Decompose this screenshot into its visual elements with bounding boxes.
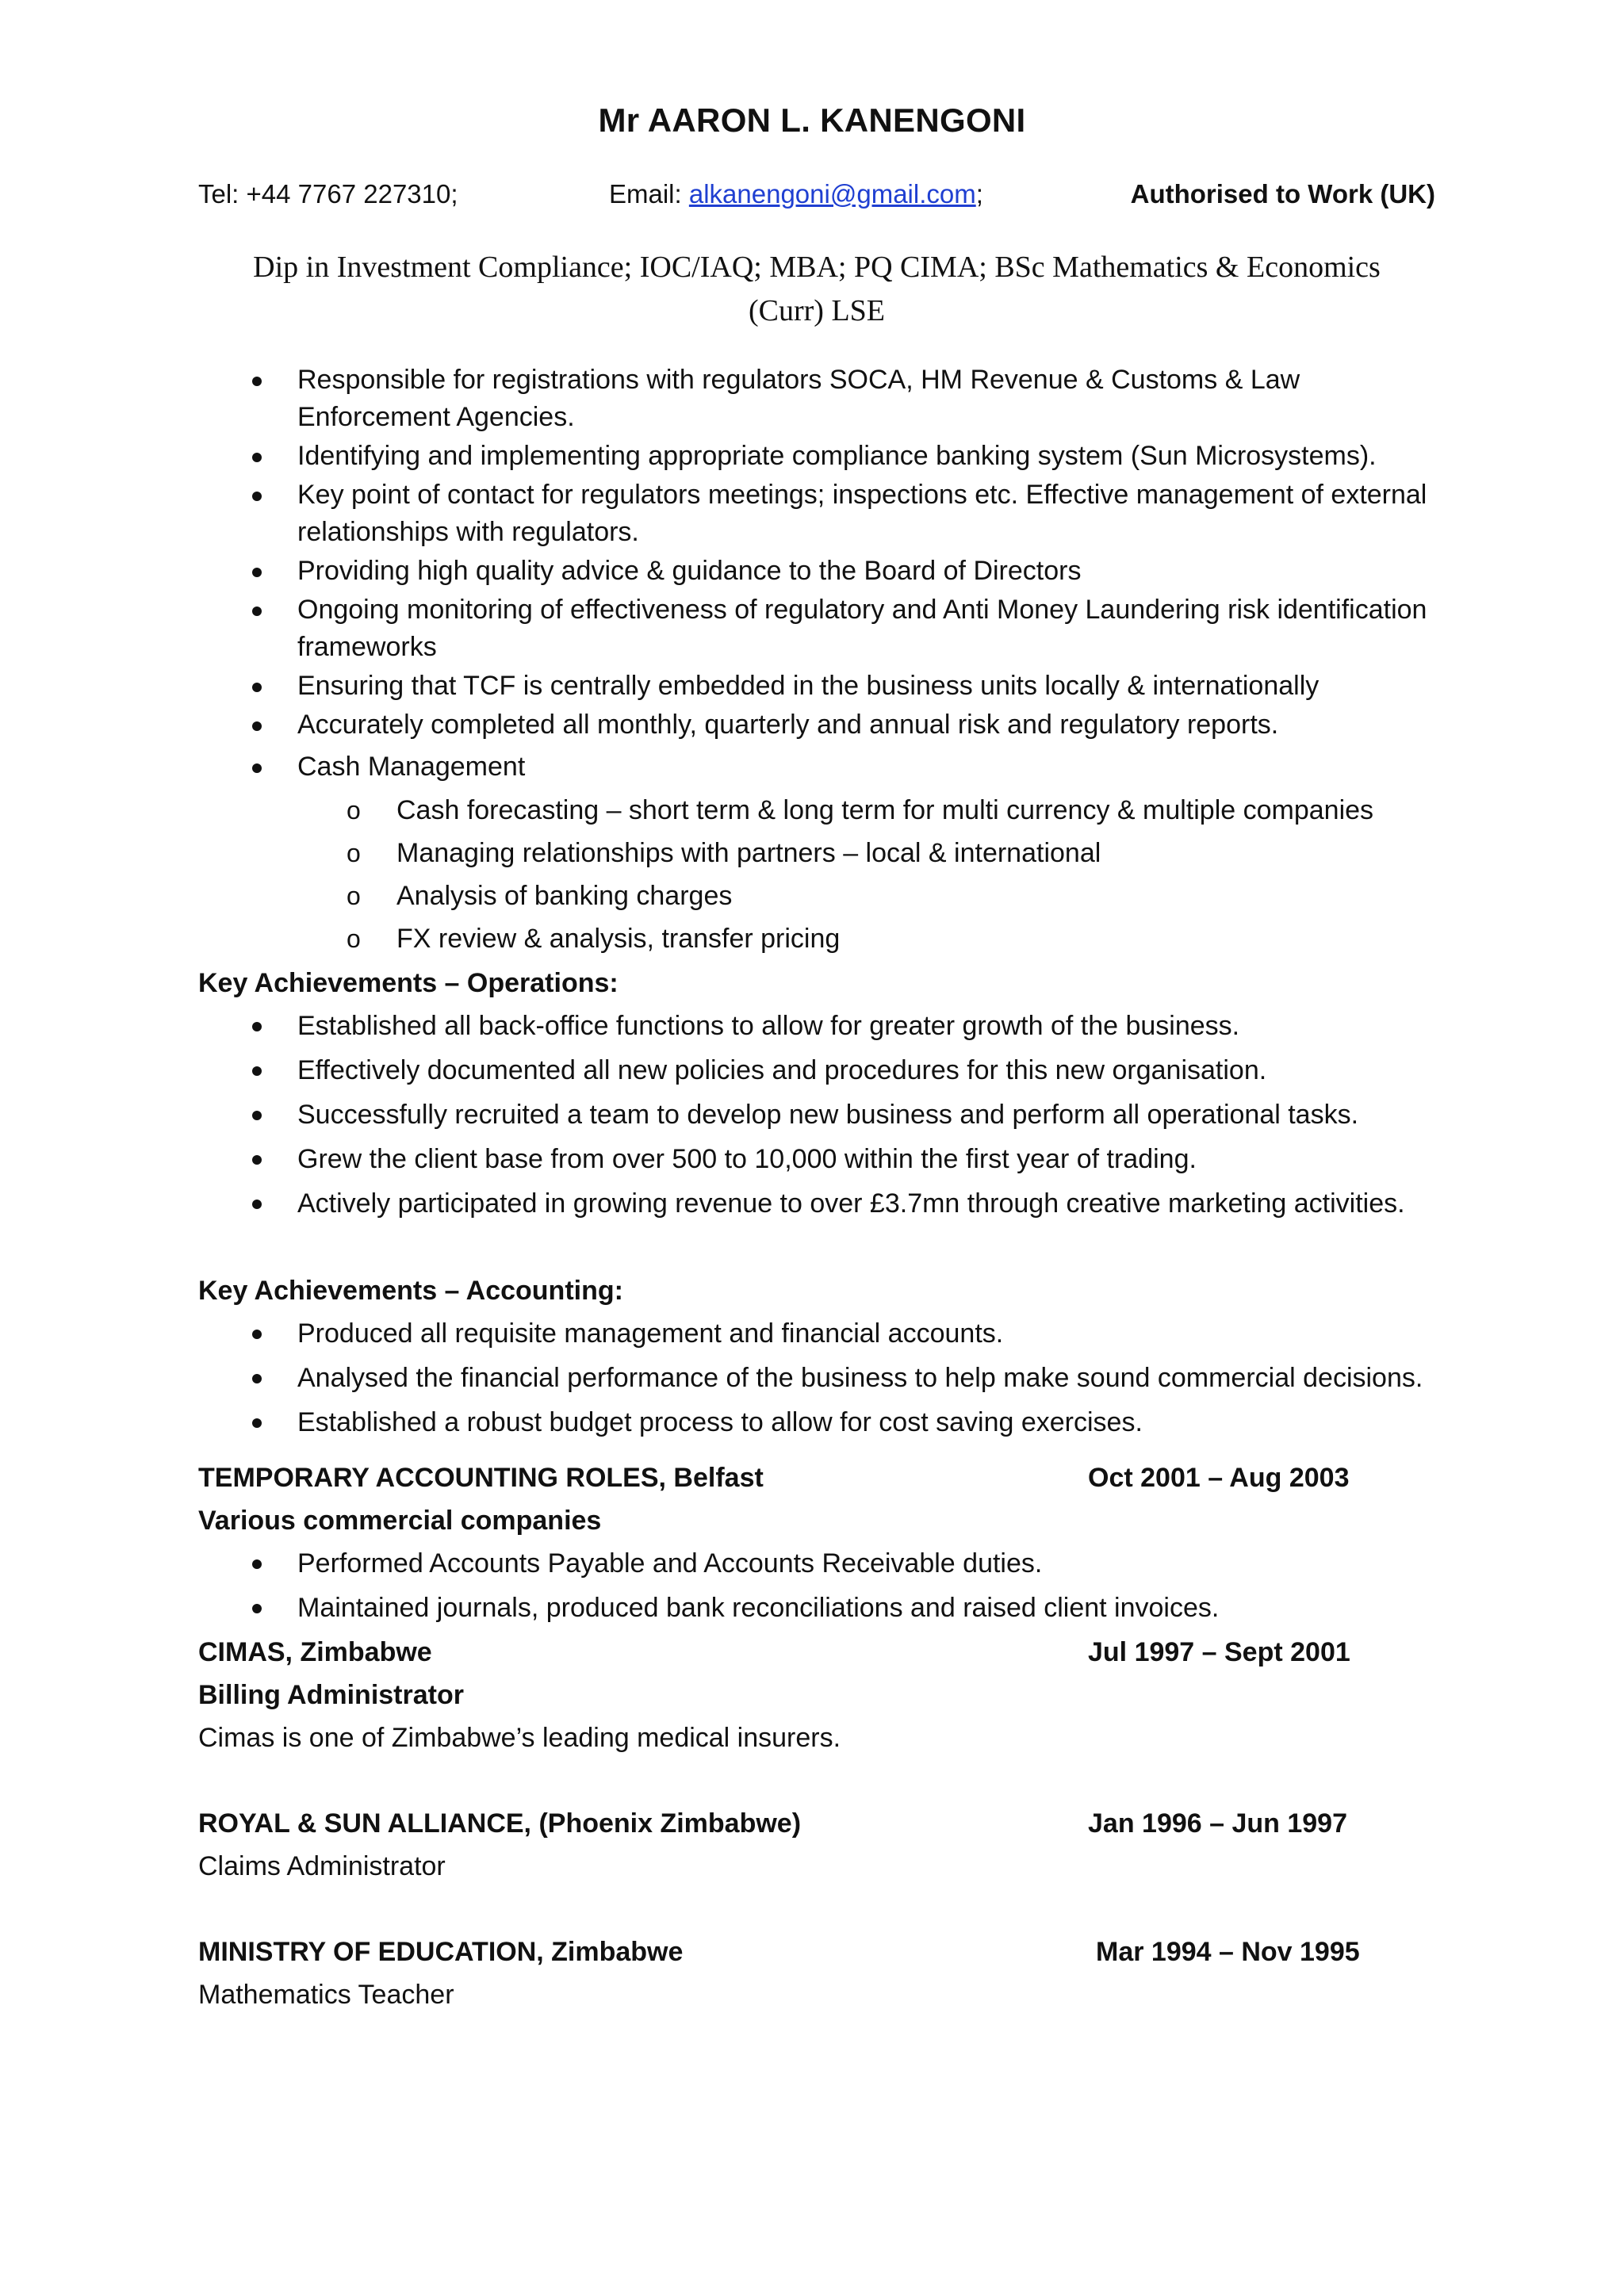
bullet-icon bbox=[252, 1022, 262, 1031]
job-royal-title: ROYAL & SUN ALLIANCE, (Phoenix Zimbabwe) bbox=[198, 1808, 802, 1839]
job-ministry-dates: Mar 1994 – Nov 1995 bbox=[1096, 1937, 1360, 1967]
work-authorisation: Authorised to Work (UK) bbox=[1130, 179, 1435, 209]
qualifications-line-1: Dip in Investment Compliance; IOC/IAQ; MBA; PQ CIMA; BSc Mathematics & Economics bbox=[253, 251, 1381, 284]
list-item: Responsible for registrations with regulators SOCA, HM Revenue & Customs & Law Enforcement Agencies. bbox=[198, 362, 1435, 436]
job-cimas-role: Billing Administrator bbox=[198, 1680, 464, 1710]
bullet-icon bbox=[252, 377, 262, 386]
cash-management-sublist bbox=[297, 789, 1435, 960]
operations-list bbox=[198, 1004, 1435, 1225]
job-temp-list bbox=[198, 1542, 1435, 1629]
bullet-icon bbox=[252, 1111, 262, 1120]
job-cimas-dates: Jul 1997 – Sept 2001 bbox=[1088, 1637, 1350, 1667]
spacer bbox=[198, 1759, 1435, 1802]
job-temp-subtitle: Various commercial companies bbox=[198, 1506, 602, 1536]
job-ministry-header bbox=[198, 1931, 1435, 1973]
bullet-icon bbox=[252, 1418, 262, 1428]
contact-row bbox=[198, 179, 1435, 217]
job-cimas-title: CIMAS, Zimbabwe bbox=[198, 1637, 432, 1667]
candidate-name: Mr AARON L. KANENGONI bbox=[598, 101, 1026, 139]
sub-list-item: o Cash forecasting – short term & long term for multi currency & multiple companies bbox=[297, 789, 1435, 832]
qualifications bbox=[182, 246, 1451, 333]
circle-bullet-icon: o bbox=[347, 839, 361, 867]
bullet-icon bbox=[252, 568, 262, 577]
list-item: Maintained journals, produced bank reconciliations and raised client invoices. bbox=[198, 1586, 1435, 1629]
bullet-icon bbox=[252, 1330, 262, 1339]
list-item: Performed Accounts Payable and Accounts Receivable duties. bbox=[198, 1542, 1435, 1585]
bullet-icon bbox=[252, 607, 262, 616]
circle-bullet-icon: o bbox=[347, 882, 361, 910]
bullet-icon bbox=[252, 683, 262, 692]
job-royal-role: Claims Administrator bbox=[198, 1851, 446, 1881]
job-royal-header bbox=[198, 1802, 1435, 1845]
list-item-cash-management: Cash Management o Cash forecasting – short term & long term for multi currency & multiple companies o Managing relationships with partners – local & international o Analysis of banking charges o FX review & analysis, transfer pricing bbox=[198, 748, 1435, 960]
qualifications-line-2: (Curr) LSE bbox=[748, 294, 886, 327]
list-item: Providing high quality advice & guidance to the Board of Directors bbox=[198, 553, 1435, 590]
list-item: Ensuring that TCF is centrally embedded in the business units locally & internationally bbox=[198, 668, 1435, 705]
list-item: Key point of contact for regulators meetings; inspections etc. Effective management of external relationships with regulators. bbox=[198, 476, 1435, 551]
spacer bbox=[198, 1888, 1435, 1931]
bullet-icon bbox=[252, 721, 262, 731]
cv-body bbox=[198, 362, 1435, 2016]
email-link[interactable]: alkanengoni@gmail.com bbox=[688, 179, 976, 209]
job-royal-dates: Jan 1996 – Jun 1997 bbox=[1088, 1808, 1348, 1839]
sub-list-item: o FX review & analysis, transfer pricing bbox=[297, 917, 1435, 960]
list-item: Established all back-office functions to allow for greater growth of the business. bbox=[198, 1004, 1435, 1047]
accounting-list bbox=[198, 1312, 1435, 1444]
bullet-icon bbox=[252, 1155, 262, 1165]
spacer bbox=[198, 1226, 1435, 1269]
email-line bbox=[609, 179, 983, 209]
bullet-icon bbox=[252, 492, 262, 501]
circle-bullet-icon: o bbox=[347, 796, 361, 825]
bullet-icon bbox=[252, 1200, 262, 1209]
telephone: Tel: +44 7767 227310; bbox=[198, 179, 458, 209]
job-temp-header bbox=[198, 1456, 1435, 1499]
list-item: Accurately completed all monthly, quarterly and annual risk and regulatory reports. bbox=[198, 706, 1435, 744]
list-item: Identifying and implementing appropriate compliance banking system (Sun Microsystems). bbox=[198, 438, 1435, 475]
job-cimas-description: Cimas is one of Zimbabwe’s leading medical insurers. bbox=[198, 1723, 841, 1753]
responsibilities-list bbox=[198, 362, 1435, 960]
bullet-icon bbox=[252, 1604, 262, 1613]
bullet-icon bbox=[252, 1559, 262, 1569]
sub-list-item: o Analysis of banking charges bbox=[297, 874, 1435, 917]
job-ministry-role: Mathematics Teacher bbox=[198, 1980, 454, 2010]
list-item: Produced all requisite management and financial accounts. bbox=[198, 1312, 1435, 1355]
list-item: Effectively documented all new policies and procedures for this new organisation. bbox=[198, 1049, 1435, 1092]
list-item: Ongoing monitoring of effectiveness of regulatory and Anti Money Laundering risk identification frameworks bbox=[198, 591, 1435, 666]
list-item: Successfully recruited a team to develop new business and perform all operational tasks. bbox=[198, 1093, 1435, 1136]
email-label: Email: bbox=[609, 179, 689, 209]
circle-bullet-icon: o bbox=[347, 924, 361, 953]
job-temp-dates: Oct 2001 – Aug 2003 bbox=[1088, 1463, 1350, 1493]
list-item: Actively participated in growing revenue to over £3.7mn through creative marketing activities. bbox=[198, 1182, 1435, 1225]
email-suffix: ; bbox=[975, 179, 983, 209]
job-cimas-header bbox=[198, 1631, 1435, 1674]
bullet-icon bbox=[252, 453, 262, 462]
list-item: Established a robust budget process to allow for cost saving exercises. bbox=[198, 1401, 1435, 1444]
operations-heading: Key Achievements – Operations: bbox=[198, 968, 619, 998]
spacer bbox=[198, 1445, 1435, 1456]
sub-list-item: o Managing relationships with partners – local & international bbox=[297, 832, 1435, 874]
bullet-icon bbox=[252, 1066, 262, 1076]
job-ministry-title: MINISTRY OF EDUCATION, Zimbabwe bbox=[198, 1937, 684, 1967]
accounting-heading: Key Achievements – Accounting: bbox=[198, 1276, 623, 1306]
bullet-icon bbox=[252, 763, 262, 773]
job-temp-title: TEMPORARY ACCOUNTING ROLES, Belfast bbox=[198, 1463, 764, 1493]
bullet-icon bbox=[252, 1374, 262, 1383]
list-item: Grew the client base from over 500 to 10,000 within the first year of trading. bbox=[198, 1138, 1435, 1181]
list-item: Analysed the financial performance of the business to help make sound commercial decisions. bbox=[198, 1357, 1435, 1399]
